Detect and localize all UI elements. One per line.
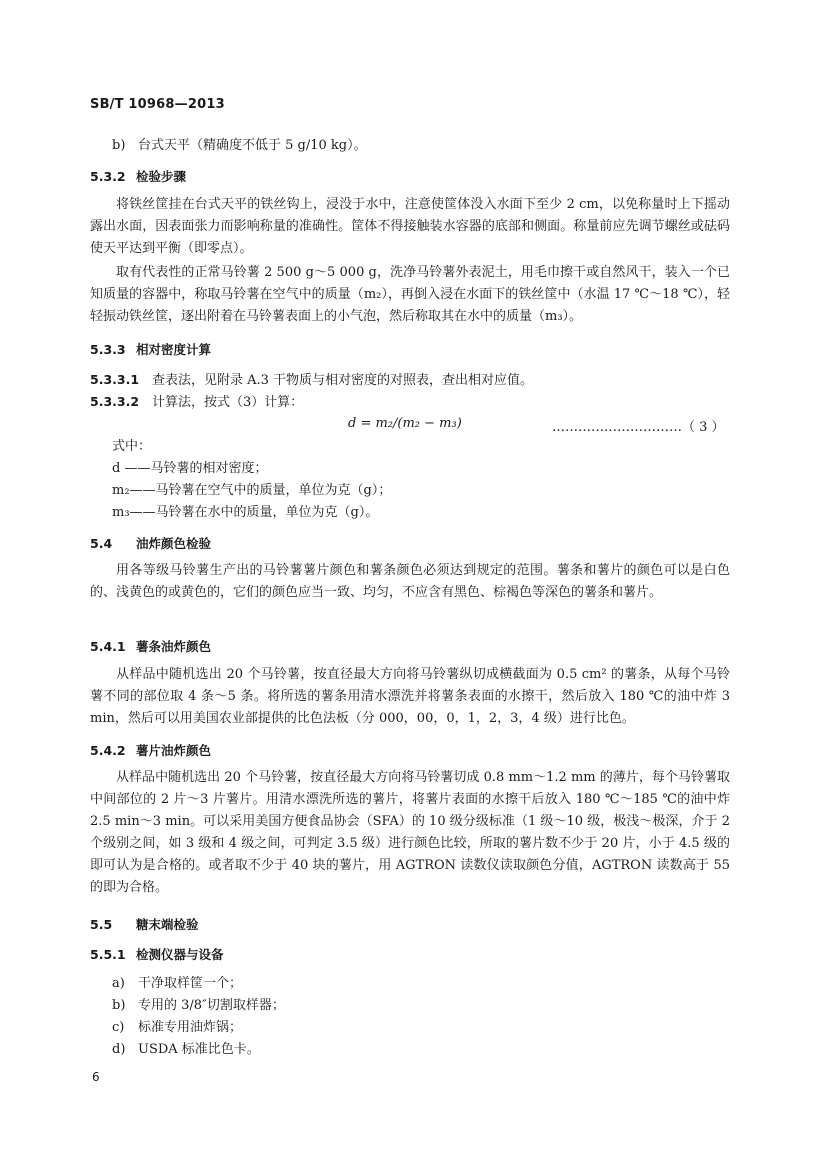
- list-marker: d): [112, 1042, 126, 1057]
- heading-5-5: [90, 917, 199, 933]
- clause-text: 计算法，按式（3）计算：: [152, 395, 304, 410]
- section-title: 油炸颜色检验: [136, 536, 212, 551]
- section-title: 检测仪器与设备: [136, 947, 224, 962]
- heading-5-4-2: [90, 743, 211, 759]
- clause-text: 查表法，见附录 A.3 干物质与相对密度的对照表，查出相对应值。: [152, 373, 534, 388]
- paragraph-5-3-2-a: 将铁丝筐挂在台式天平的铁丝钩上，浸没于水中，注意使筐体没入水面下至少 2 cm，以免称量时上下摇动露出水面，因表面张力而影响称量的准确性。筐体不得接触装水容器的底部和侧面。称量前应先调节螺丝或砝码使天平达到平衡（即零点）。: [90, 197, 730, 256]
- clause-5-3-3-2: [90, 394, 303, 411]
- section-number: 5.4.2: [90, 743, 126, 758]
- document-code: SB/T 10968—2013: [90, 97, 225, 112]
- list-marker: c): [112, 1020, 125, 1035]
- heading-5-3-2: [90, 169, 186, 185]
- section-number: 5.3.3.1: [90, 372, 140, 387]
- heading-5-4: [90, 536, 211, 552]
- list-text: 干净取样筐一个；: [138, 976, 243, 991]
- section-title: 薯条油炸颜色: [136, 639, 212, 654]
- section-title: 相对密度计算: [136, 342, 212, 357]
- heading-5-4-1: [90, 639, 211, 655]
- list-text: 专用的 3/8″切割取样器；: [138, 998, 285, 1013]
- list-text: 标准专用油炸锅；: [138, 1020, 243, 1035]
- legend-item-d: d ——马铃薯的相对密度；: [112, 461, 268, 476]
- list-marker: b): [112, 138, 126, 153]
- list-item-d: [112, 1042, 260, 1058]
- list-item-b: [112, 998, 285, 1014]
- heading-5-5-1: [90, 947, 224, 963]
- section-title: 糖末端检验: [136, 917, 199, 932]
- legend-item-m3: m₃——马铃薯在水中的质量，单位为克（g）。: [112, 505, 379, 520]
- heading-5-3-3: [90, 342, 211, 358]
- legend-item-m2: m₂——马铃薯在空气中的质量，单位为克（g）；: [112, 483, 392, 498]
- section-title: 薯片油炸颜色: [136, 743, 212, 758]
- paragraph-5-4-2: 从样品中随机选出 20 个马铃薯，按直径最大方向将马铃薯切成 0.8 mm～1.2 mm 的薄片，每个马铃薯取中间部位的 2 片～3 片薯片。用清水漂洗所选的薯片，将薯片表面的水擦干后放入 180 ℃～185 ℃的油中炸 2.5 min～3 min。可以采用美国方便食品协会（SFA）的 10 级分级标准（1 级～10 级，极浅～极深，介于 2 个级别之间，如 3 级和 4 级之间，可判定 3.5 级）进行颜色比较，所取的薯片数不少于 20 片，小于 4.5 级的即可认为是合格的。或者取不少于 40 块的薯片，用 AGTRON 读数仪读取颜色分值，AGTRON 读数高于 55 的即为合格。: [90, 770, 730, 895]
- clause-5-3-3-1: [90, 372, 533, 389]
- paragraph-5-4: 用各等级马铃薯生产出的马铃薯薯片颜色和薯条颜色必须达到规定的范围。薯条和薯片的颜色可以是白色的、浅黄色的或黄色的，它们的颜色应当一致、均匀，不应含有黑色、棕褐色等深色的薯条和薯片。: [90, 563, 730, 600]
- paragraph-5-3-2-b: 取有代表性的正常马铃薯 2 500 g～5 000 g，洗净马铃薯外表泥土，用毛巾擦干或自然风干，装入一个已知质量的容器中，称取马铃薯在空气中的质量（m₂），再倒入浸在水面下的铁丝筐中（水温 17 ℃～18 ℃），轻轻振动铁丝筐，逐出附着在马铃薯表面上的小气泡，然后称取其在水中的质量（m₃）。: [90, 265, 730, 324]
- formula-3: d = m₂/(m₂ − m₃): [348, 416, 462, 431]
- list-text: 台式天平（精确度不低于 5 g/10 kg）。: [138, 138, 367, 153]
- section-title: 检验步骤: [136, 169, 187, 184]
- list-item-balance: [112, 138, 367, 154]
- list-item-c: [112, 1020, 242, 1036]
- section-number: 5.4: [90, 536, 113, 551]
- formula-legend: [112, 436, 391, 524]
- section-number: 5.4.1: [90, 639, 126, 654]
- list-marker: b): [112, 998, 126, 1013]
- list-item-a: [112, 976, 242, 992]
- paragraph-5-4-1: 从样品中随机选出 20 个马铃薯，按直径最大方向将马铃薯纵切成横截面为 0.5 cm² 的薯条，从每个马铃薯不同的部位取 4 条～5 条。将所选的薯条用清水漂洗并将薯条表面的水擦干，然后放入 180 ℃的油中炸 3 min，然后可以用美国农业部提供的比色法板（分 000，00，0，1，2，3，4 级）进行比色。: [90, 667, 730, 726]
- equation-number: …………………………（ 3 ）: [552, 420, 725, 435]
- section-number: 5.3.3: [90, 342, 126, 357]
- list-text: USDA 标准比色卡。: [138, 1042, 260, 1057]
- section-number: 5.5: [90, 917, 113, 932]
- list-marker: a): [112, 976, 125, 991]
- legend-intro: 式中：: [112, 439, 152, 454]
- section-number: 5.5.1: [90, 947, 126, 962]
- section-number: 5.3.2: [90, 169, 126, 184]
- section-number: 5.3.3.2: [90, 394, 140, 409]
- page-number: 6: [92, 1070, 100, 1084]
